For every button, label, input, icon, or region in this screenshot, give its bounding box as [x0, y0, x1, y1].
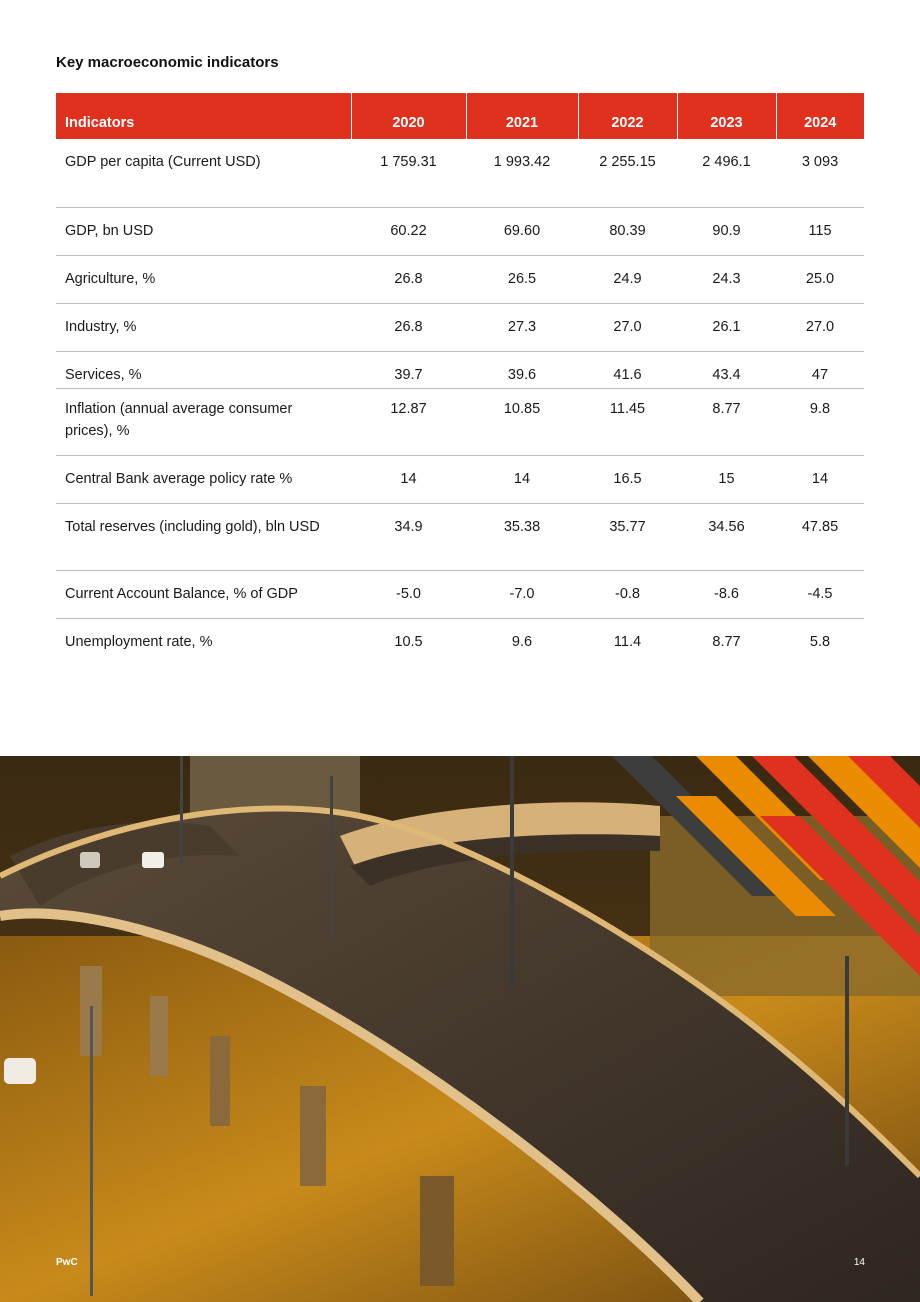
table-cell: -7.0 [466, 570, 578, 618]
table-cell: 14 [466, 455, 578, 503]
table-row [56, 388, 864, 455]
photo-lamp-post [90, 1006, 93, 1296]
table-cell: 8.77 [677, 388, 776, 455]
row-label: Total reserves (including gold), bln USD [56, 503, 351, 570]
table-cell: 47 [776, 351, 864, 388]
row-label: Unemployment rate, % [65, 633, 213, 650]
table-header-row [56, 93, 864, 139]
table-cell: -0.8 [578, 570, 677, 618]
photo-pillar [150, 996, 168, 1076]
table-cell: 27.3 [466, 303, 578, 351]
table-cell: 27.0 [578, 303, 677, 351]
table-cell: 24.3 [677, 255, 776, 303]
table-cell: 27.0 [776, 303, 864, 351]
column-header-2024: 2024 [776, 93, 864, 139]
table-cell: 34.56 [677, 503, 776, 570]
table-cell: 9.6 [511, 633, 533, 650]
table-cell: 47.85 [776, 503, 864, 570]
table-cell: 2 255.15 [578, 139, 677, 207]
photo-lamp-post [180, 756, 183, 866]
row-label: Industry, % [56, 303, 351, 351]
row-label: Agriculture, % [56, 255, 351, 303]
table-cell: 1 759.31 [351, 139, 466, 207]
row-label: Central Bank average policy rate % [56, 455, 351, 503]
column-header-indicators: Indicators [56, 93, 351, 139]
table-row [56, 503, 864, 570]
table-cell: 41.6 [578, 351, 677, 388]
table-cell: 25.0 [776, 255, 864, 303]
table-cell: 26.8 [351, 303, 466, 351]
table-cell: -5.0 [351, 570, 466, 618]
photo-lamp-post [845, 956, 849, 1166]
table-cell: 39.6 [466, 351, 578, 388]
table-cell: 26.5 [466, 255, 578, 303]
column-header-2020: 2020 [351, 93, 466, 139]
row-label: Inflation (annual average consumer prices), % [56, 388, 351, 455]
table-cell: 11.4 [613, 633, 642, 650]
table-cell: 35.38 [466, 503, 578, 570]
photo-lamp-post [330, 776, 333, 936]
table-cell: 1 993.42 [466, 139, 578, 207]
table-cell: 60.22 [351, 207, 466, 255]
photo-pillar [210, 1036, 230, 1126]
table-cell: 10.5 [394, 633, 423, 650]
photo-car [4, 1058, 36, 1084]
row-label: GDP, bn USD [56, 207, 351, 255]
table-cell: 24.9 [578, 255, 677, 303]
table-row [56, 303, 864, 351]
table-cell: 2 496.1 [677, 139, 776, 207]
photo-lamp-post [510, 756, 514, 986]
table-cell: 90.9 [677, 207, 776, 255]
column-header-2021: 2021 [466, 93, 578, 139]
table-cell: 69.60 [466, 207, 578, 255]
table-cell: 115 [776, 207, 864, 255]
column-header-2022: 2022 [578, 93, 677, 139]
photo-car [80, 852, 100, 868]
table-cell: 3 093 [776, 139, 864, 207]
table-cell: 16.5 [578, 455, 677, 503]
table-cell: 8.77 [712, 633, 741, 650]
table-row [56, 618, 864, 666]
table-row [56, 351, 864, 388]
table-cell: -8.6 [677, 570, 776, 618]
table-cell: -4.5 [776, 570, 864, 618]
table-row [56, 207, 864, 255]
row-label: Services, % [56, 351, 351, 388]
table-row [56, 455, 864, 503]
table-cell: 80.39 [578, 207, 677, 255]
table-cell: 39.7 [351, 351, 466, 388]
table-cell: 34.9 [351, 503, 466, 570]
table-row [56, 139, 864, 207]
indicators-table [56, 93, 864, 666]
table-cell: 26.1 [677, 303, 776, 351]
photo-pillar [420, 1176, 454, 1286]
table-cell: 11.45 [578, 388, 677, 455]
column-header-2023: 2023 [677, 93, 776, 139]
table-cell: 12.87 [351, 388, 466, 455]
table-cell: 26.8 [351, 255, 466, 303]
table-row [56, 255, 864, 303]
table-row [56, 570, 864, 618]
photo-car [142, 852, 164, 868]
table-cell: 10.85 [466, 388, 578, 455]
photo-pillar [300, 1086, 326, 1186]
table-cell: 5.8 [809, 633, 831, 650]
section-heading: Key macroeconomic indicators [56, 54, 279, 71]
footer-brand: PwC [56, 1257, 78, 1268]
row-label: GDP per capita (Current USD) [56, 139, 351, 207]
table-cell: 9.8 [776, 388, 864, 455]
table-cell: 14 [776, 455, 864, 503]
highway-overpass-photo [0, 756, 920, 1302]
table-cell: 15 [677, 455, 776, 503]
table-cell: 43.4 [677, 351, 776, 388]
table-cell: 35.77 [578, 503, 677, 570]
table-cell: 14 [351, 455, 466, 503]
page-number: 14 [853, 1257, 865, 1268]
row-label: Current Account Balance, % of GDP [56, 570, 351, 618]
